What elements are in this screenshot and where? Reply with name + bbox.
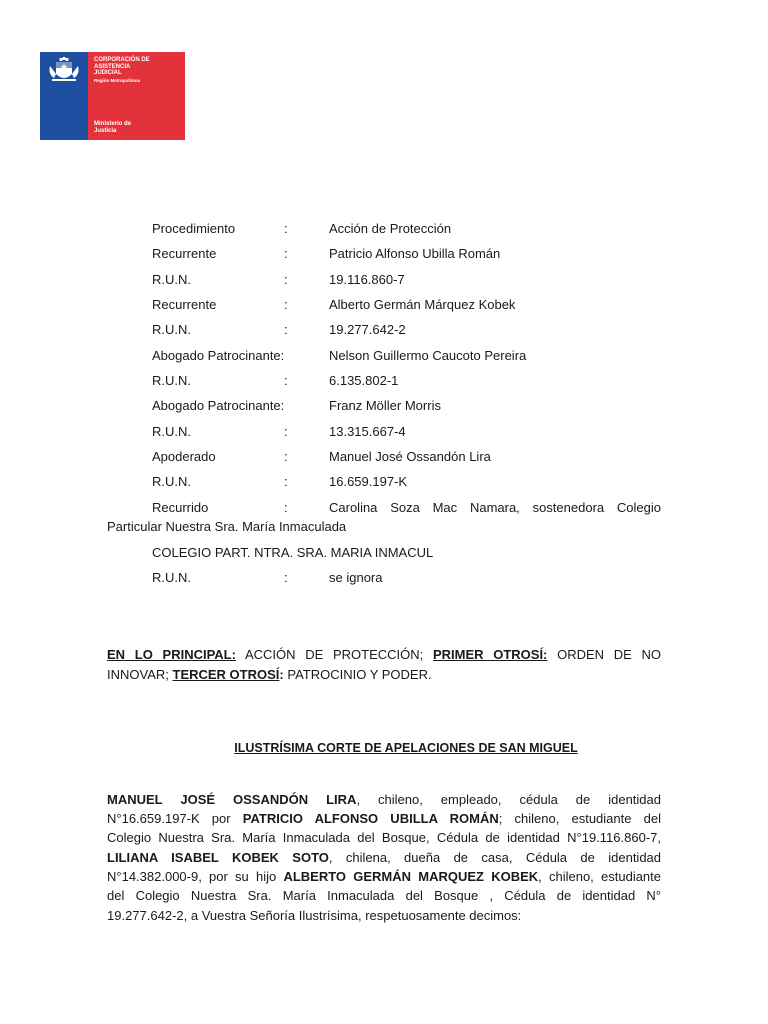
body-text: , chilena, dueña de casa, Cédula de identidad [328, 850, 662, 865]
caption-row [0, 246, 768, 262]
caption-value: Acción de Protección [329, 221, 452, 236]
principal-label: EN LO PRINCIPAL: [107, 647, 236, 662]
body-text: del Colegio Nuestra Sra. María Inmaculada del Bosque , Cédula de identidad N° [107, 888, 661, 903]
logo-blue-panel [40, 52, 88, 140]
caption-value: Nelson Guillermo Caucoto Pereira [329, 348, 527, 363]
caption-row [0, 297, 768, 313]
caption-row [0, 570, 768, 586]
caption-label: Abogado Patrocinante: [152, 348, 285, 363]
caption-value: 19.116.860-7 [329, 272, 405, 287]
caption-label: R.U.N. [152, 322, 191, 337]
logo-corp-line: JUDICIAL [94, 70, 122, 76]
caption-colon: : [284, 570, 288, 585]
caption-row [0, 221, 768, 237]
caption-colon: : [284, 297, 288, 312]
caption-colon: : [284, 424, 288, 439]
body-text: N°16.659.197-K por [107, 811, 243, 826]
body-text: , chileno, estudiante [538, 869, 662, 884]
tercer-otrosi-text: PATROCINIO Y PODER. [283, 667, 432, 682]
caption-colon: : [284, 322, 288, 337]
body-line [107, 888, 661, 903]
body-name: ALBERTO GERMÁN MARQUEZ KOBEK [283, 869, 539, 884]
caption-row [0, 398, 768, 414]
body-text: , chileno, empleado, cédula de identidad [356, 792, 661, 807]
caption-value: Manuel José Ossandón Lira [329, 449, 491, 464]
caption-row [0, 474, 768, 490]
logo-region: Región Metropolitana [94, 78, 140, 83]
caption-colon: : [284, 272, 288, 287]
caption-label: R.U.N. [152, 424, 191, 439]
caption-colon: : [284, 221, 288, 236]
caption-value: se ignora [329, 570, 383, 585]
caption-label: Recurrido [152, 500, 209, 515]
caption-value: Carolina Soza Mac Namara, sostenedora Colegio [329, 500, 661, 515]
body-name: PATRICIO ALFONSO UBILLA ROMÁN [242, 811, 499, 826]
logo-corp-line: ASISTENCIA [94, 63, 131, 70]
body-line [107, 792, 661, 807]
body-name: LILIANA ISABEL KOBEK SOTO [107, 850, 329, 865]
summary-line [107, 647, 661, 662]
body-name: MANUEL JOSÉ OSSANDÓN LIRA [107, 792, 357, 807]
body-text: ; chileno, estudiante del [498, 811, 661, 826]
caption-value: 6.135.802-1 [329, 373, 399, 388]
caption-colon: : [284, 474, 288, 489]
caption-value: 13.315.667-4 [329, 424, 406, 439]
caption-label: Recurrente [152, 246, 217, 261]
caption-row [0, 500, 768, 516]
principal-text: ACCIÓN DE PROTECCIÓN; [235, 647, 433, 662]
court-heading: ILUSTRÍSIMA CORTE DE APELACIONES DE SAN MIGUEL [234, 741, 578, 755]
caption-label: Recurrente [152, 297, 217, 312]
caption-label: Apoderado [152, 449, 216, 464]
caption-row [0, 348, 768, 364]
caption-value: Franz Möller Morris [329, 398, 441, 413]
caption-label: R.U.N. [152, 474, 191, 489]
recurrido-continuation: Particular Nuestra Sra. María Inmaculada [107, 519, 347, 534]
body-line [107, 908, 661, 923]
logo-red-panel [88, 52, 185, 140]
summary-line [107, 667, 661, 682]
tercer-otrosi-label: TERCER OTROSÍ [172, 667, 280, 682]
logo-corp-line: CORPORACIÓN DE [94, 57, 150, 63]
chile-coat-of-arms-icon [44, 56, 84, 86]
primer-otrosi-text: ORDEN DE NO [547, 647, 662, 662]
body-line [107, 850, 661, 865]
caption-row [0, 272, 768, 288]
caption-value: Alberto Germán Márquez Kobek [329, 297, 516, 312]
body-line [107, 811, 661, 826]
primer-otrosi-label: PRIMER OTROSÍ: [432, 647, 548, 662]
colegio-line: COLEGIO PART. NTRA. SRA. MARIA INMACUL [152, 545, 434, 560]
primer-otrosi-cont: INNOVAR; [107, 667, 173, 682]
caption-label: R.U.N. [152, 570, 191, 585]
caption-row [0, 449, 768, 465]
caption-row [0, 424, 768, 440]
caption-colon: : [284, 449, 288, 464]
caption-label: Abogado Patrocinante: [152, 398, 285, 413]
body-line [107, 869, 661, 884]
body-text: N°14.382.000-9, por su hijo [107, 869, 284, 884]
body-text: 19.277.642-2, a Vuestra Señoría Ilustrísima, respetuosamente decimos: [107, 908, 522, 923]
caption-value: Patricio Alfonso Ubilla Román [329, 246, 501, 261]
logo-corporation-name [94, 57, 150, 77]
body-text: Colegio Nuestra Sra. María Inmaculada del Bosque, Cédula de identidad N°19.116.860-7, [107, 830, 661, 845]
caption-colon: : [284, 246, 288, 261]
logo-ministry [94, 121, 131, 135]
institution-logo [40, 52, 185, 140]
logo-ministry-line: Justicia [94, 128, 117, 134]
caption-colon: : [284, 373, 288, 388]
caption-label: Procedimiento [152, 221, 236, 236]
caption-value: 19.277.642-2 [329, 322, 406, 337]
caption-row [0, 322, 768, 338]
tercer-otrosi-colon: : [279, 667, 284, 682]
body-line [107, 830, 661, 845]
caption-label: R.U.N. [152, 272, 191, 287]
caption-value: 16.659.197-K [329, 474, 408, 489]
logo-ministry-line: Ministerio de [94, 121, 132, 127]
caption-colon: : [284, 500, 288, 515]
caption-label: R.U.N. [152, 373, 191, 388]
caption-row [0, 373, 768, 389]
